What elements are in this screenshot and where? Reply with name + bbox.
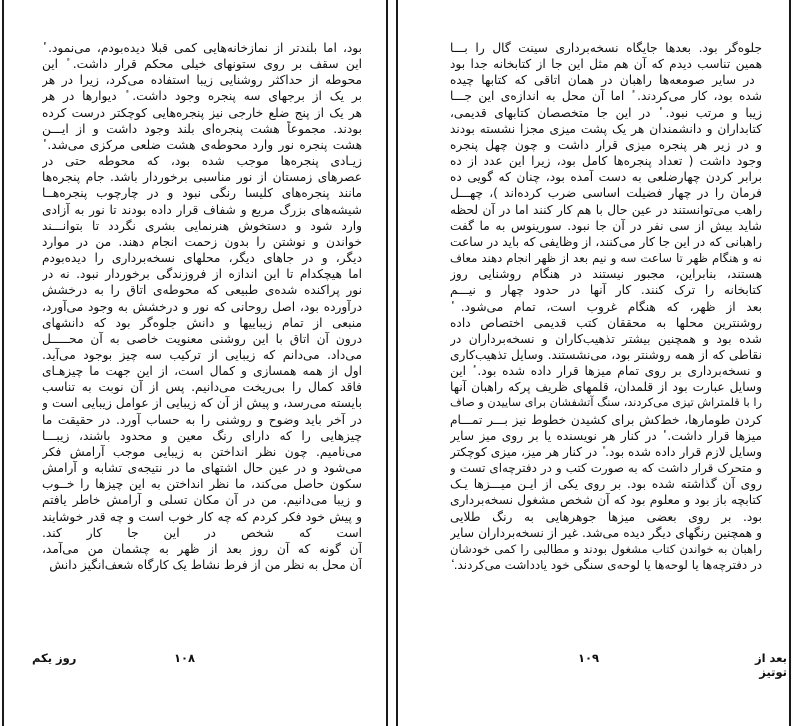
left-page-body: [42, 40, 362, 573]
text-line: بر یک از برجهای سه پنجره وجود داشت. ٔ دیوارها در هر: [42, 89, 362, 104]
text-line: بود، اما بلندتر از نمازخانه‌هایی کمی قبلا دیده‌بودم، می‌نمود. ٔ: [42, 41, 362, 55]
text-line: بایسته می‌رسد، و پیش از آن که زیبایی از عوامل زیبایی است و: [42, 396, 362, 411]
text-line: این سقف بر روی ستونهای خیلی محکم قرار داشت. ٔ این: [42, 57, 362, 72]
text-line: وسایل عبارت بود از قلمدان، قلمهای ظریف پرکه راهبان آنها: [450, 380, 762, 395]
text-line: راهبان به خواندن کتاب مشغول بودند و مطالبی را کمی خودشان: [450, 541, 762, 556]
page-edge-gutter-right: [396, 0, 398, 726]
text-line: در آخر باید وضوح و روشنی را به حساب آورد. در حقیقت ما: [42, 412, 362, 427]
text-line: در دفترچه‌ها یا لوحه‌ها یا لوحه‌ی سنگی خود یادداشت می‌کردند. ٔ: [450, 558, 762, 572]
text-line: جلوه‌گر بود. بعدها جایگاه نسخه‌برداری سینت گال را بـــا: [450, 41, 762, 55]
text-line: درآورده بود، اصل روحانی که نور و درخشش به وجود می‌آورد،: [42, 299, 362, 314]
text-line: دیگر، و در جاهای دیگر، محلهای نسخه‌برداری را دیده‌بودم: [42, 251, 362, 266]
text-line: و پیش خود فکر کردم که چه کار خوب است و چه قدر خوشایند: [42, 509, 362, 524]
left-running-title: روز یکم: [32, 651, 77, 665]
text-line: شیشه‌های بزرگ مربع و شفاف قرار داده بودند تا نور به آزادی: [42, 202, 362, 217]
text-line: کتابداران و دانشمندان هر یک پشت میزی مجزا نشسته بودند: [450, 121, 762, 136]
text-line: نور پراکنده شده‌ی طبیعی که محوطه‌ی اتاق را به درخشش: [42, 283, 362, 298]
text-line: را با قلمتراش تیزی می‌کردند، سنگ آتشفشان برای ساییدن و صاف: [450, 396, 762, 410]
text-line: راهبانی که در این جا کار می‌کنند، از وظایفی که باید در ساعت: [450, 234, 762, 249]
text-line: هشت پنجره نور وارد محوطه‌ی هشت ضلعی مرکزی می‌شد. ٔ: [42, 137, 362, 152]
text-line: خواندن و نوشتن را بدون زحمت انجام دهند. من در موارد: [42, 234, 362, 249]
text-line: بود. بر روی بعضی میزها جوهرهایی به رنگ طلایی: [450, 509, 762, 524]
page-edge-gutter-left: [386, 0, 388, 726]
text-line: عصرهای زمستان از نور مناسبی برخوردار باشد. جام پنجره‌ها: [42, 170, 362, 185]
text-line: زیـادی پنجره‌ها موجب شده بود، که محوطه حتی در: [42, 154, 362, 169]
text-line: شاید بیش از سی نفر در آن جا نبود. سورینوس به ما گفت: [450, 218, 762, 233]
text-line: است که شخص در این جا کار کند.: [42, 525, 362, 540]
text-line: کردن طومارها، خط‌کش برای کشیدن خطوط نیز بـــر تمـــام: [450, 412, 762, 427]
text-line: منبعی از تمام زیباییها و دانش جلوه‌گر بود که دانشهای: [42, 315, 362, 330]
text-line: بودند. مجموعاً هشت پنجره‌ای بلند وجود داشت و از ایـــن: [42, 121, 362, 136]
text-line: می‌نامیم. چون نظر انداختن به زیبایی موجب آرامش فکر: [42, 444, 362, 459]
text-line: وسایل لازم قرار داده شده بود. ٔ در کنار هر میز، میزی کوچکتر: [450, 444, 762, 459]
right-running-title: بعد از توتیز: [754, 651, 787, 679]
right-page-number: ۱۰۹: [578, 651, 600, 665]
text-line: هر یک از پنج ضلع خارجی نیز پنجره‌هایی کوچکتر درست کرده: [42, 105, 362, 120]
text-line: و نسخه‌برداری بر روی تمام میزها قرار داده شده بود. ٔ این: [450, 364, 762, 379]
text-line: و همچنین رنگهای دیگر دیده می‌شد. غیر از نسخه‌برداران سایر: [450, 525, 762, 540]
text-line: و زیبا می‌دانیم. من در آن مکان تسلی و آرامش خاطر یافتم: [42, 493, 362, 508]
right-page: [400, 0, 787, 726]
text-line: آن گونه که آن روز بعد از ظهر به چشمان من می‌آمد،: [42, 541, 362, 556]
text-line: وارد شود و دستخوش هنرنمایی بشری نگردد تا بتوانـــند: [42, 218, 362, 233]
text-line: همین تناسب دیدم که آن هم مثل این جا از کتابخانه جدا بود: [450, 57, 762, 72]
left-page-number: ۱۰۸: [174, 651, 196, 665]
text-line: فاقد کمال را بی‌ریخت می‌دانیم. پس از آن نوبت به تناسب: [42, 380, 362, 395]
page-edge-left: [2, 0, 4, 726]
text-line: درون آن اتاق با این روشنی معنویت خاصی به آن محـــــل: [42, 331, 362, 346]
text-line: چیزهایی را که دارای رنگ معین و محدود باشند، زیبـــا: [42, 428, 362, 443]
left-page: [6, 0, 386, 726]
text-line: آن محل به نظر من از فرط نشاط یک کارگاه شعف‌انگیز دانش: [49, 558, 362, 572]
text-line: میزها قرار داشت. ٔ در کنار هر نویسنده یا بر روی میز سایر: [450, 428, 762, 443]
text-line: ٔ در سایر صومعه‌ها راهبان در همان اتاقی که کتابها چیده: [450, 73, 762, 88]
text-line: اما هیچکدام تا این اندازه از فروزندگی برخوردار نبود. نه در: [42, 267, 362, 282]
text-line: کتابخانه را ترک کنند. کار آنها در حدود چهار و نیـــم: [450, 283, 762, 298]
text-line: مانند پنجره‌های کلیسا رنگی نبود و در چارچوب پنجره‌هــا: [42, 186, 362, 201]
text-line: بعد از ظهر، که هنگام غروب است، تمام می‌شود. ٔ: [450, 299, 762, 314]
text-line: محوطه از حداکثر روشنایی زیبا استفاده می‌کرد، زیرا در هر: [42, 73, 362, 88]
text-line: شده بود و همچنین بیشتر تذهیب‌کاران و نسخه‌برداران در: [450, 331, 762, 346]
text-line: اول از همه همسازی و کمال است، از این جهت ما چیزهـای: [42, 364, 362, 379]
text-line: نه و هنگام ظهر تا ساعت سه و نیم بعد از ظهر انجام دهند معاف: [450, 251, 762, 266]
right-page-body: [450, 40, 762, 573]
text-line: راهب می‌توانستند در عین حال با هم کار کنند اما در آن لحظه: [450, 202, 762, 217]
text-line: فرمان را در چهار فضیلت اساسی ضرب کرده‌اند )، چهـــل: [450, 186, 762, 201]
text-line: زیبا و مرتب نبود. ٔ در این جا متخصصان کتابهای قدیمی،: [450, 105, 762, 120]
text-line: روشنترین محلها به محققان کتب قدیمی اختصاص داده: [450, 315, 762, 330]
page-edge-right: [789, 0, 791, 726]
text-line: می‌شود و در عین حال اشتهای ما در نتیجه‌ی تشابه و آرامش: [42, 461, 362, 476]
text-line: و متحرک قرار داشت که به صورت کتب و در دفترچه‌ای تست و: [450, 461, 762, 476]
text-line: وجود داشت ( تعداد پنجره‌ها کامل بود، زیرا این عدد از ده: [450, 154, 762, 169]
text-line: و در زیر هر پنجره میزی قرار داشت و چون چهل پنجره: [450, 137, 762, 152]
text-line: روی آن گذاشته شده بود. بر روی یکی از ایـن میـــزها یـک: [450, 477, 762, 492]
text-line: می‌داد. می‌دانم که زیبایی از ترکیب سه چیز بوجود می‌آید.: [42, 347, 362, 362]
text-line: نقاطی که از همه روشنتر بود، می‌نشستند. وسایل تذهیب‌کاری: [450, 347, 762, 362]
text-line: شده بود، کار می‌کردند. ٔ اما آن محل به اندازه‌ی این جـــا: [450, 89, 762, 104]
text-line: سکون حاصل می‌کند، ما نظر انداختن به این چیزها را خــوب: [42, 477, 362, 492]
text-line: هستند، بنابراین، مجبور نیستند در هنگام روشنایی روز: [450, 267, 762, 282]
text-line: کتابچه باز بود و معلوم بود که آن شخص مشغول نسخه‌برداری: [450, 493, 762, 508]
text-line: برابر کردن چهارضلعی به دست آمده بود، چنان که گویی ده: [450, 170, 762, 185]
